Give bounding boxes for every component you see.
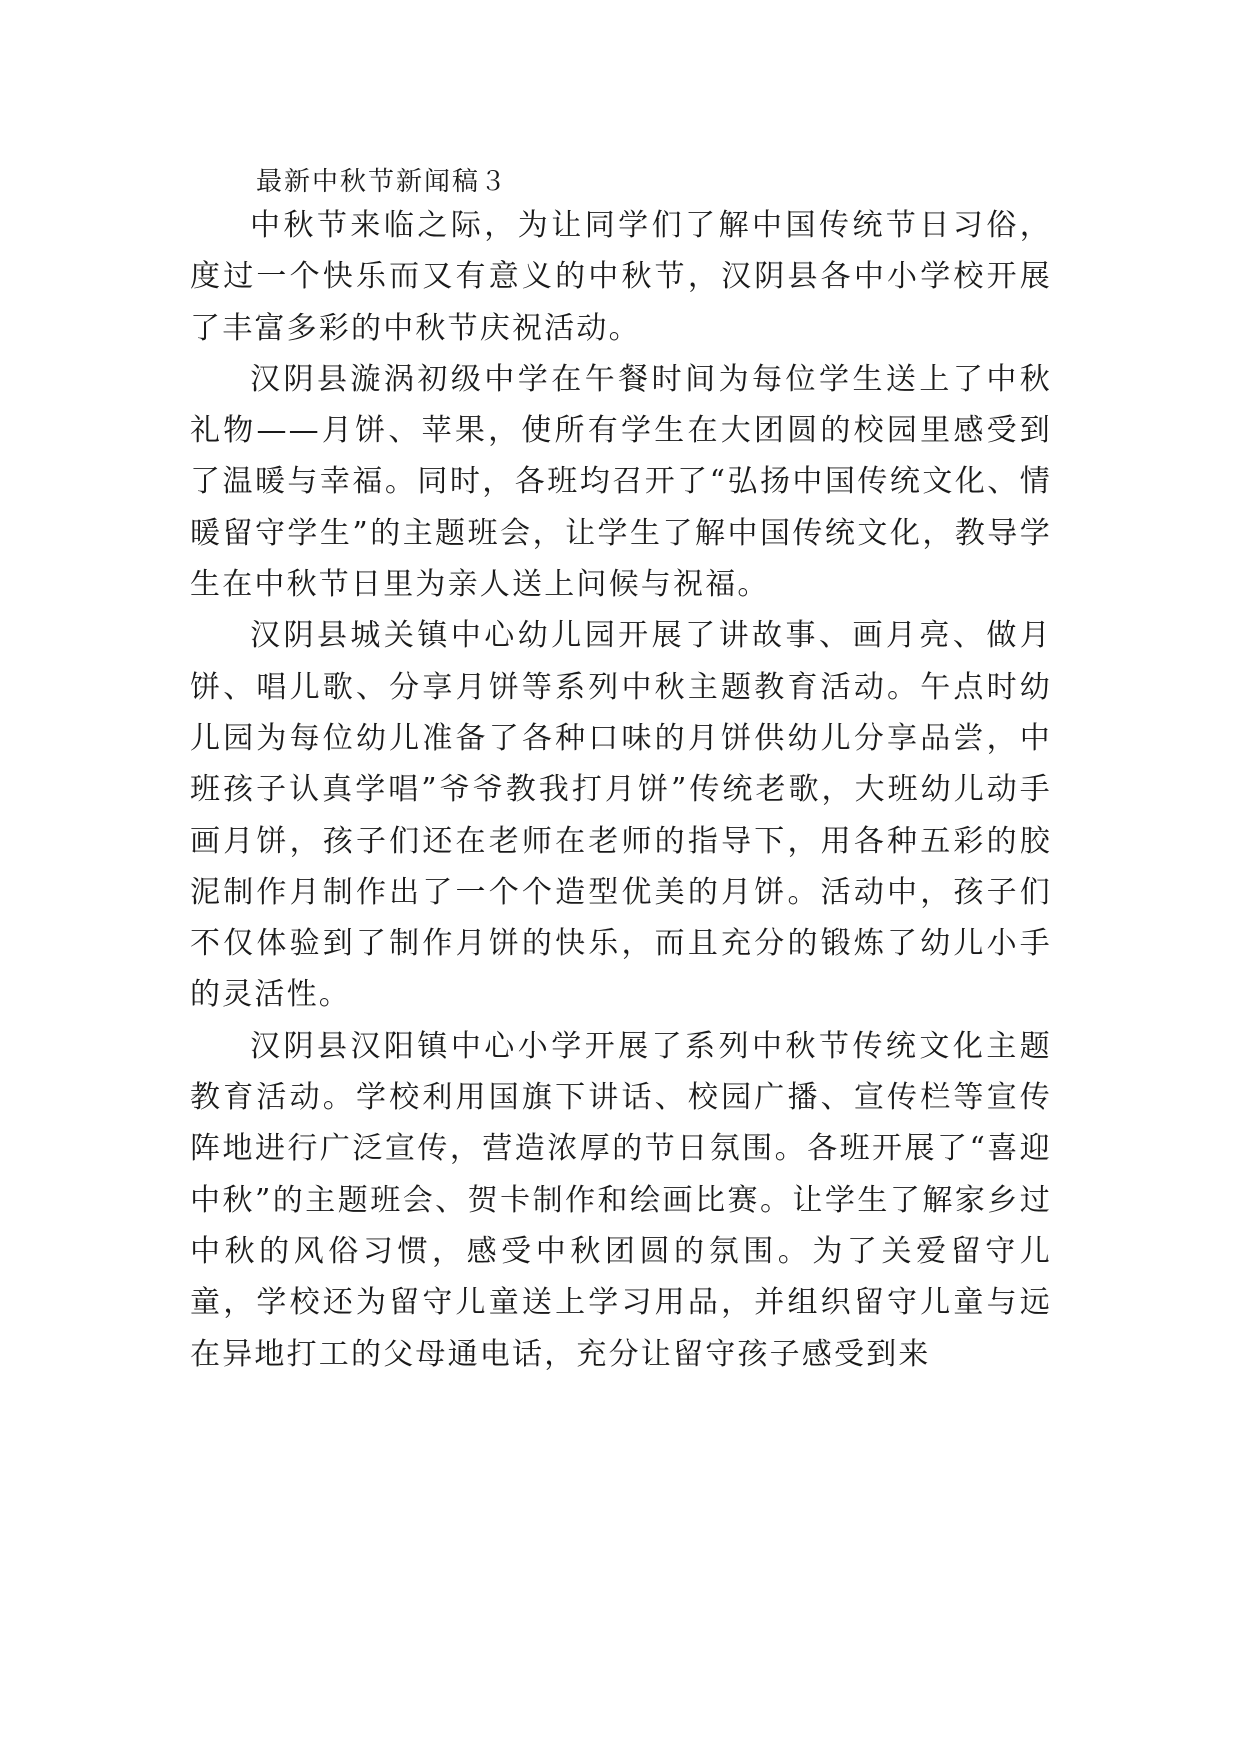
paragraph-hanyang-primary-school: 汉阴县汉阳镇中心小学开展了系列中秋节传统文化主题教育活动。学校利用国旗下讲话、校园广播、宣传栏等宣传阵地进行广泛宣传，营造浓厚的节日氛围。各班开展了“喜迎中秋”的主题班会、贺卡制作和绘画比赛。让学生了解家乡过中秋的风俗习惯，感受中秋团圆的氛围。为了关爱留守儿童，学校还为留守儿童送上学习用品，并组织留守儿童与远在异地打工的父母通电话，充分让留守孩子感受到来 (190, 1028, 1052, 1372)
paragraph-intro: 中秋节来临之际，为让同学们了解中国传统节日习俗，度过一个快乐而又有意义的中秋节，汉阴县各中小学校开展了丰富多彩的中秋节庆祝活动。 (190, 208, 1052, 346)
document-body (190, 200, 1052, 1380)
document-title: 最新中秋节新闻稿３ (256, 167, 509, 197)
paragraph-chengguan-kindergarten: 汉阴县城关镇中心幼儿园开展了讲故事、画月亮、做月饼、唱儿歌、分享月饼等系列中秋主题教育活动。午点时幼儿园为每位幼儿准备了各种口味的月饼供幼儿分享品尝，中班孩子认真学唱”爷爷教我打月饼”传统老歌，大班幼儿动手画月饼，孩子们还在老师在老师的指导下，用各种五彩的胶泥制作月制作出了一个个造型优美的月饼。活动中，孩子们不仅体验到了制作月饼的快乐，而且充分的锻炼了幼儿小手的灵活性。 (190, 618, 1052, 1013)
paragraph-xuanwo-middle-school: 汉阴县漩涡初级中学在午餐时间为每位学生送上了中秋礼物——月饼、苹果，使所有学生在大团圆的校园里感受到了温暖与幸福。同时，各班均召开了“弘扬中国传统文化、情暖留守学生”的主题班会，让学生了解中国传统文化，教导学生在中秋节日里为亲人送上问候与祝福。 (190, 361, 1052, 603)
